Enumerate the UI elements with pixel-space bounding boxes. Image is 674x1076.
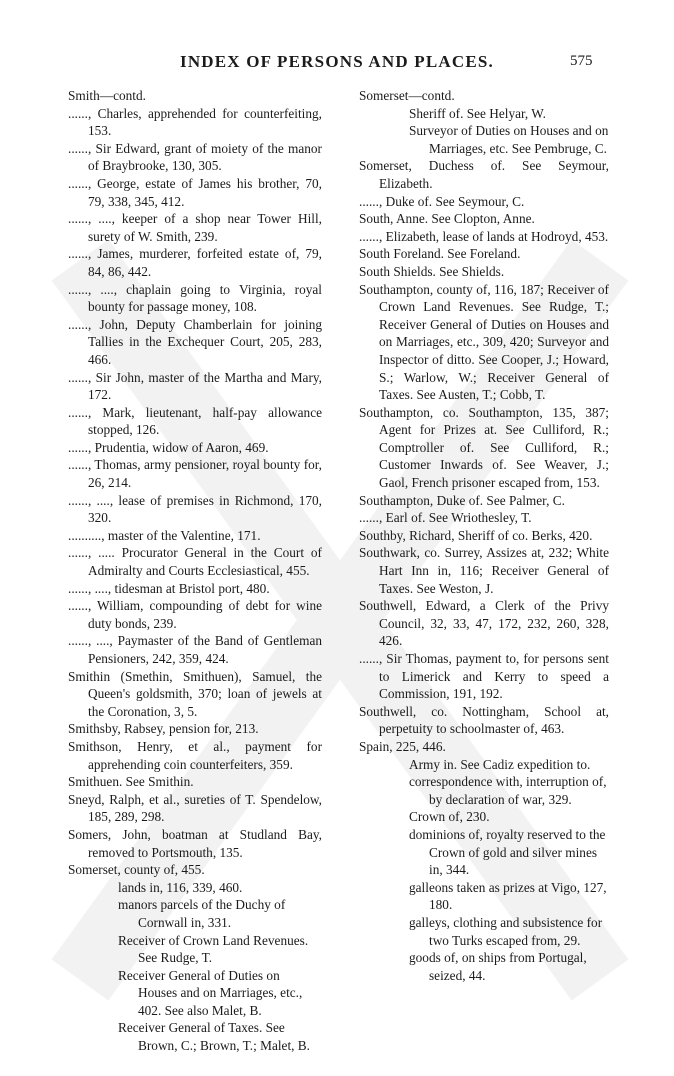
index-entry: Smith—contd.: [68, 88, 146, 103]
index-entry: Smithin (Smethin, Smithuen), Samuel, the Queen's goldsmith, 370; loan of jewels at the Coronation, 3, 5.: [68, 668, 322, 719]
index-entry: Receiver General of Duties on Houses and on Marriages, etc., 402. See also Malet, B.: [118, 967, 303, 1018]
page-title: INDEX OF PERSONS AND PLACES.: [180, 52, 494, 71]
index-entry: Southampton, Duke of. See Palmer, C.: [359, 492, 565, 508]
index-entry: dominions of, royalty reserved to the Crown of gold and silver mines in, 344.: [409, 826, 606, 878]
index-entry: Southampton, co. Southampton, 135, 387; Agent for Prizes at. See Culliford, R.; Comptroller of. See Culliford, R.; Customer Inwards of. See Weaver, J.; Gaol, French prisoner escaped from, 153.: [359, 404, 609, 491]
index-entry: ......, Mark, lieutenant, half-pay allowance stopped, 126.: [68, 404, 322, 438]
index-entry: Somerset—contd.: [359, 88, 455, 103]
index-entry: Somerset, county of, 455.: [68, 862, 205, 878]
index-entry: galleys, clothing and subsistence for two Turks escaped from, 29.: [409, 914, 603, 948]
index-entry: ......, Earl of. See Wriothesley, T.: [359, 510, 532, 526]
index-entry: Smithsby, Rabsey, pension for, 213.: [68, 721, 259, 737]
right-index-column: [359, 87, 609, 984]
index-entry: Somerset, Duchess of. See Seymour, Elizabeth.: [359, 158, 609, 191]
index-entry: ......, ...., Paymaster of the Band of Gentleman Pensioners, 242, 359, 424.: [68, 633, 322, 666]
page-header: [0, 52, 674, 76]
index-entry: ......, Elizabeth, lease of lands at Hodroyd, 453.: [359, 228, 609, 244]
index-entry: Southampton, county of, 116, 187; Receiver of Crown Land Revenues. See Rudge, T.; Receiver General of Duties on Houses and on Marriages, etc., 309, 420; Surveyor and Inspector of ditto. See Cooper, J.; Howard, S.; Warlow, W.; Receiver General of Taxes. See Austen, T.; Cobb, T.: [359, 281, 609, 403]
index-entry: ......, ...., tidesman at Bristol port, 480.: [68, 580, 270, 596]
index-entry: Southby, Richard, Sheriff of co. Berks, 420.: [359, 527, 593, 543]
index-entry: ......, Duke of. See Seymour, C.: [359, 193, 525, 209]
index-entry: Surveyor of Duties on Houses and on Marriages, etc. See Pembruge, C.: [409, 123, 609, 156]
index-entry: ......, George, estate of James his brother, 70, 79, 338, 345, 412.: [68, 175, 322, 209]
index-entry: Smithson, Henry, et al., payment for apprehending coin counterfeiters, 359.: [68, 738, 322, 772]
index-entry: Sheriff of. See Helyar, W.: [409, 105, 546, 121]
index-entry: Southwell, Edward, a Clerk of the Privy Council, 32, 33, 47, 172, 232, 260, 328, 426.: [359, 598, 609, 649]
index-entry: ......, Charles, apprehended for counterfeiting, 153.: [68, 105, 322, 139]
index-entry: Southwell, co. Nottingham, School at, perpetuity to schoolmaster of, 463.: [359, 703, 609, 737]
index-entry: ......, ..... Procurator General in the Court of Admiralty and Courts Ecclesiastical, 455.: [68, 545, 322, 579]
index-entry: South Foreland. See Foreland.: [359, 246, 521, 262]
index-entry: goods of, on ships from Portugal, seized, 44.: [409, 950, 587, 983]
index-entry: Somers, John, boatman at Studland Bay, removed to Portsmouth, 135.: [68, 826, 322, 860]
index-entry: South, Anne. See Clopton, Anne.: [359, 211, 535, 227]
left-index-column: [68, 87, 322, 1055]
index-entry: ......, John, Deputy Chamberlain for joining Tallies in the Exchequer Court, 205, 283, 466.: [68, 316, 322, 367]
index-entry: Smithuen. See Smithin.: [68, 774, 194, 790]
index-entry: Crown of, 230.: [409, 809, 490, 825]
index-entry: South Shields. See Shields.: [359, 263, 505, 279]
index-entry: lands in, 116, 339, 460.: [118, 879, 243, 895]
index-entry: Southwark, co. Surrey, Assizes at, 232; White Hart Inn in, 116; Receiver General of Taxes. See Weston, J.: [359, 545, 609, 596]
index-entry: ......, William, compounding of debt for wine duty bonds, 239.: [68, 598, 322, 631]
index-entry: ......, Sir John, master of the Martha and Mary, 172.: [68, 369, 322, 403]
index-entry: ......, Sir Thomas, payment to, for persons sent to Limerick and Kerry to speed a Commission, 191, 192.: [359, 651, 609, 702]
index-entry: galleons taken as prizes at Vigo, 127, 180.: [409, 879, 607, 913]
index-entry: Receiver of Crown Land Revenues. See Rudge, T.: [118, 932, 309, 966]
index-entry: Sneyd, Ralph, et al., sureties of T. Spendelow, 185, 289, 298.: [68, 791, 322, 825]
index-entry: ......, Sir Edward, grant of moiety of the manor of Braybrooke, 130, 305.: [68, 140, 322, 174]
index-entry: ......, Thomas, army pensioner, royal bounty for, 26, 214.: [68, 457, 322, 491]
index-entry: ......, ...., keeper of a shop near Tower Hill, surety of W. Smith, 239.: [68, 211, 322, 244]
index-entry: ......, Prudentia, widow of Aaron, 469.: [68, 439, 269, 455]
index-entry: ......, ...., chaplain going to Virginia, royal bounty for passage money, 108.: [68, 281, 322, 315]
page-number: 575: [570, 53, 593, 69]
index-entry: correspondence with, interruption of, by declaration of war, 329.: [409, 774, 607, 807]
index-entry: manors parcels of the Duchy of Cornwall in, 331.: [118, 897, 286, 930]
index-entry: Army in. See Cadiz expedition to.: [409, 756, 591, 772]
index-entry: Receiver General of Taxes. See Brown, C.; Brown, T.; Malet, B.: [118, 1020, 310, 1054]
index-entry: .........., master of the Valentine, 171.: [68, 527, 261, 543]
index-entry: ......, ...., lease of premises in Richmond, 170, 320.: [68, 492, 322, 526]
index-entry: ......, James, murderer, forfeited estate of, 79, 84, 86, 442.: [68, 246, 322, 279]
index-entry: Spain, 225, 446.: [359, 738, 446, 754]
